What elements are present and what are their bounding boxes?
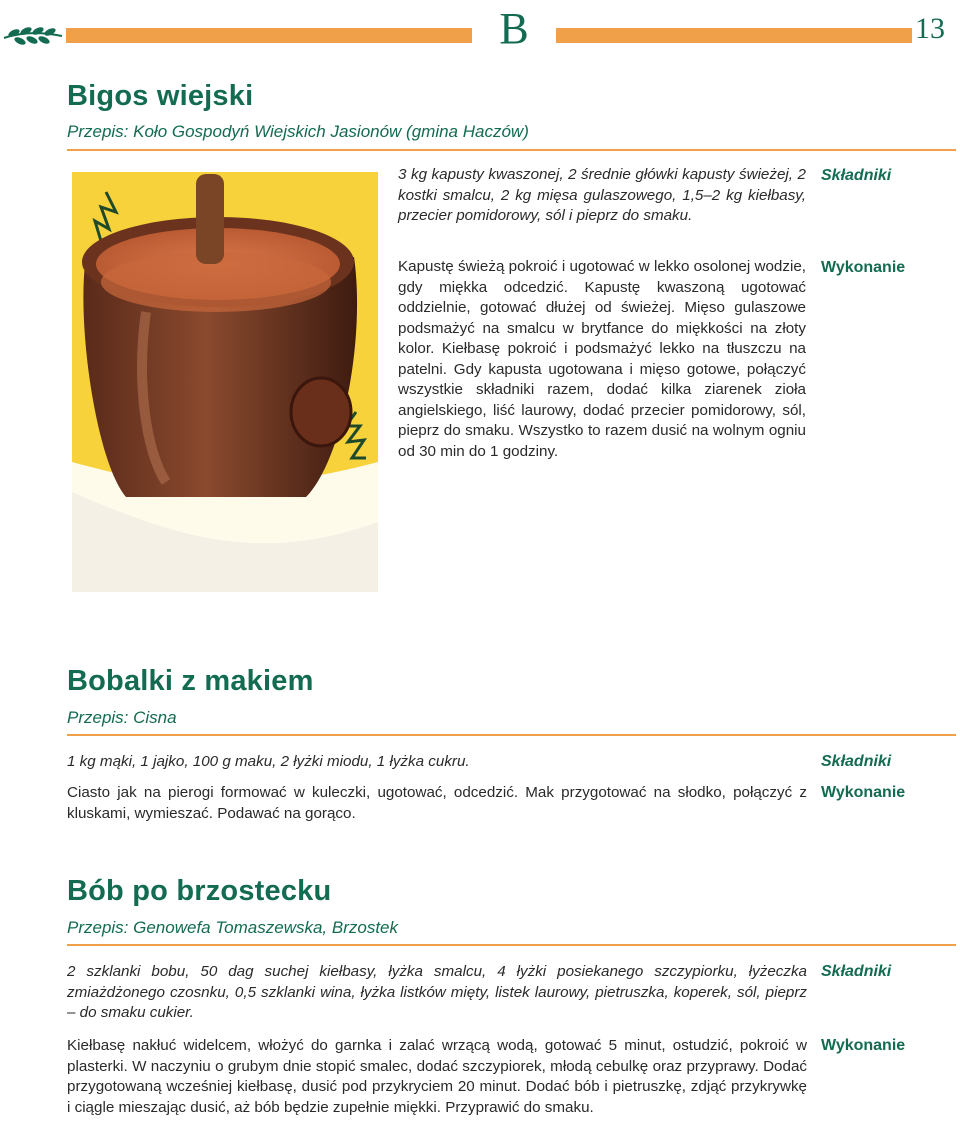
method-text: Kiełbasę nakłuć widelcem, włożyć do garnka i zalać wrzącą wodą, gotować 5 minut, ostudzić, pokroić w plasterki. W naczyniu o grubym dnie stopić smalec, dodać szczypiorek, młodą cebulkę oraz przyprawy. Dodać przygotowaną wcześniej kiełbasę, dusić pod przykryciem 20 minut. Dodać bób i pietruszkę, zdjąć przykrywkę i ciągle mieszając dusić, aż bób będzie zupełnie miękki. Przyprawić do smaku. (67, 1037, 807, 1116)
ingredients-text: 1 kg mąki, 1 jajko, 100 g maku, 2 łyżki miodu, 1 łyżka cukru. (67, 753, 470, 770)
ingredients-label: Składniki (821, 167, 892, 184)
method-label: Wykonanie (821, 784, 906, 801)
recipe-title: Bób po brzostecku (67, 875, 332, 907)
method-text: Ciasto jak na pierogi formować w kuleczki, ugotować, odcedzić. Mak przygotować na słodko, połączyć z kluskami, wymieszać. Podawać na gorąco. (67, 784, 807, 822)
recipe-title: Bigos wiejski (67, 80, 254, 112)
section-letter: B (499, 4, 529, 53)
method-label: Wykonanie (821, 259, 906, 276)
leaf-ornament-icon (2, 24, 64, 48)
header-bar-right (556, 28, 912, 43)
recipe-source: Przepis: Cisna (67, 708, 177, 727)
ingredients-label: Składniki (821, 963, 892, 980)
page-number: 13 (915, 12, 945, 45)
ingredients-label: Składniki (821, 753, 892, 770)
ingredients-text: 3 kg kapusty kwaszonej, 2 średnie główki kapusty świeżej, 2 kostki smalcu, 2 kg mięsa gulaszowego, 1,5–2 kg kiełbasy, przecier pomidorowy, sól i pieprz do smaku. (398, 166, 806, 224)
page-header (0, 0, 960, 60)
recipe-source: Przepis: Koło Gospodyń Wiejskich Jasionów (gmina Haczów) (67, 122, 529, 141)
header-bar-left (66, 28, 472, 43)
ingredients-text: 2 szklanki bobu, 50 dag suchej kiełbasy, łyżka smalcu, 4 łyżki posiekanego szczypiorku, łyżeczka zmiażdżonego czosnku, 0,5 szklanki wina, łyżka listków mięty, listek laurowy, pietruszka, koperek, sól, pieprz – do smaku cukier. (67, 963, 807, 1021)
method-label: Wykonanie (821, 1037, 906, 1054)
section-divider (67, 734, 956, 736)
recipe-source: Przepis: Genowefa Tomaszewska, Brzostek (67, 918, 399, 937)
section-divider (67, 944, 956, 946)
bigos-pot-photo (66, 162, 384, 602)
method-text: Kapustę świeżą pokroić i ugotować w lekko osolonej wodzie, gdy miękka odcedzić. Kapustę kwaszoną ugotować oddzielnie, gotować dłużej od świeżej. Mięso gulaszowe podsmażyć na smalcu w brytfance do miękkości na złoty kolor. Kiełbasę pokroić i podsmażyć lekko na tłuszczu na patelni. Gdy kapusta ugotowana i mięso gotowe, połączyć wszystkie składniki razem, dodać kilka ziarenek zioła angielskiego, liść laurowy, dodać przecier pomidorowy, sól, pieprz do smaku. Wszystko to razem dusić na wolnym ogniu od 30 min do 1 godziny. (398, 258, 806, 460)
recipe-title: Bobalki z makiem (67, 665, 314, 697)
section-divider (67, 149, 956, 151)
